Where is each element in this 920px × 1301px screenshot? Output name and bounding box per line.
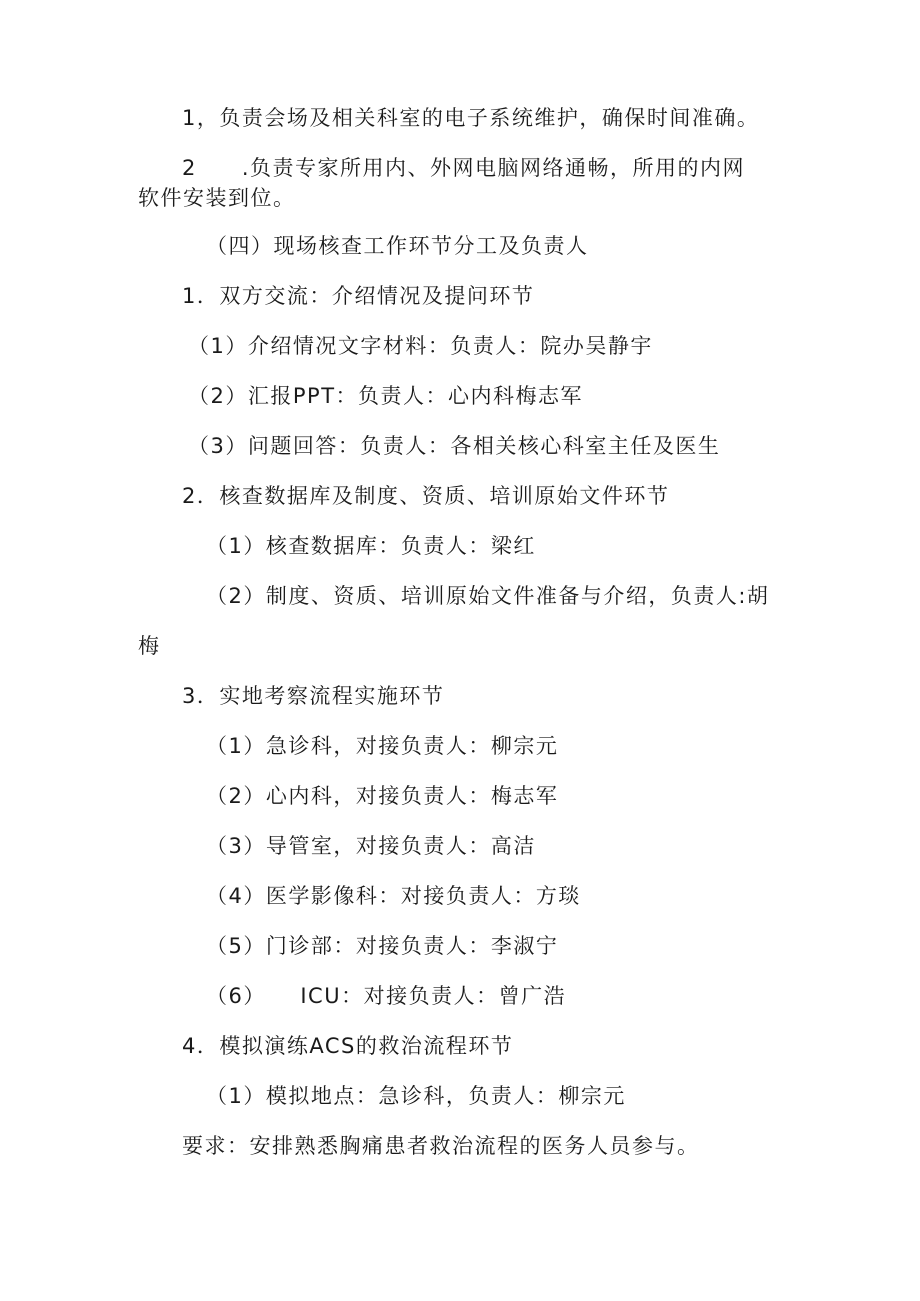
section-heading-4: （四）现场核查工作环节分工及负责人	[206, 234, 589, 258]
list-item-continued: 梅	[138, 634, 161, 658]
list-item: （6） ICU：对接负责人：曾广浩	[206, 984, 567, 1008]
list-item: （3）导管室，对接负责人：高洁	[206, 834, 536, 858]
subsection-heading-2: 2．核查数据库及制度、资质、培训原始文件环节	[182, 484, 670, 508]
list-item: （2）汇报PPT：负责人：心内科梅志军	[188, 384, 584, 408]
list-item: （5）门诊部：对接负责人：李淑宁	[206, 934, 559, 958]
subsection-heading-4: 4．模拟演练ACS的救治流程环节	[182, 1034, 514, 1058]
list-item: （1）核查数据库：负责人：梁红	[206, 534, 536, 558]
list-item: （1）模拟地点：急诊科，负责人：柳宗元	[206, 1084, 626, 1108]
list-item: （1）介绍情况文字材料：负责人：院办吴静宇	[188, 334, 653, 358]
subsection-heading-3: 3．实地考察流程实施环节	[182, 684, 445, 708]
list-item: （3）问题回答：负责人：各相关核心科室主任及医生	[188, 434, 721, 458]
list-item: （4）医学影像科：对接负责人：方琰	[206, 884, 581, 908]
list-item: （1）急诊科，对接负责人：柳宗元	[206, 734, 559, 758]
paragraph-item-2-continued: 软件安装到位。	[138, 186, 296, 210]
requirement-note: 要求：安排熟悉胸痛患者救治流程的医务人员参与。	[182, 1134, 700, 1158]
paragraph-item-1: 1，负责会场及相关科室的电子系统维护，确保时间准确。	[182, 106, 760, 130]
list-item: （2）心内科，对接负责人：梅志军	[206, 784, 559, 808]
subsection-heading-1: 1．双方交流：介绍情况及提问环节	[182, 284, 535, 308]
paragraph-item-2: 2 .负责专家所用内、外网电脑网络通畅，所用的内网	[182, 156, 746, 180]
list-item: （2）制度、资质、培训原始文件准备与介绍，负责人:胡	[206, 584, 770, 608]
